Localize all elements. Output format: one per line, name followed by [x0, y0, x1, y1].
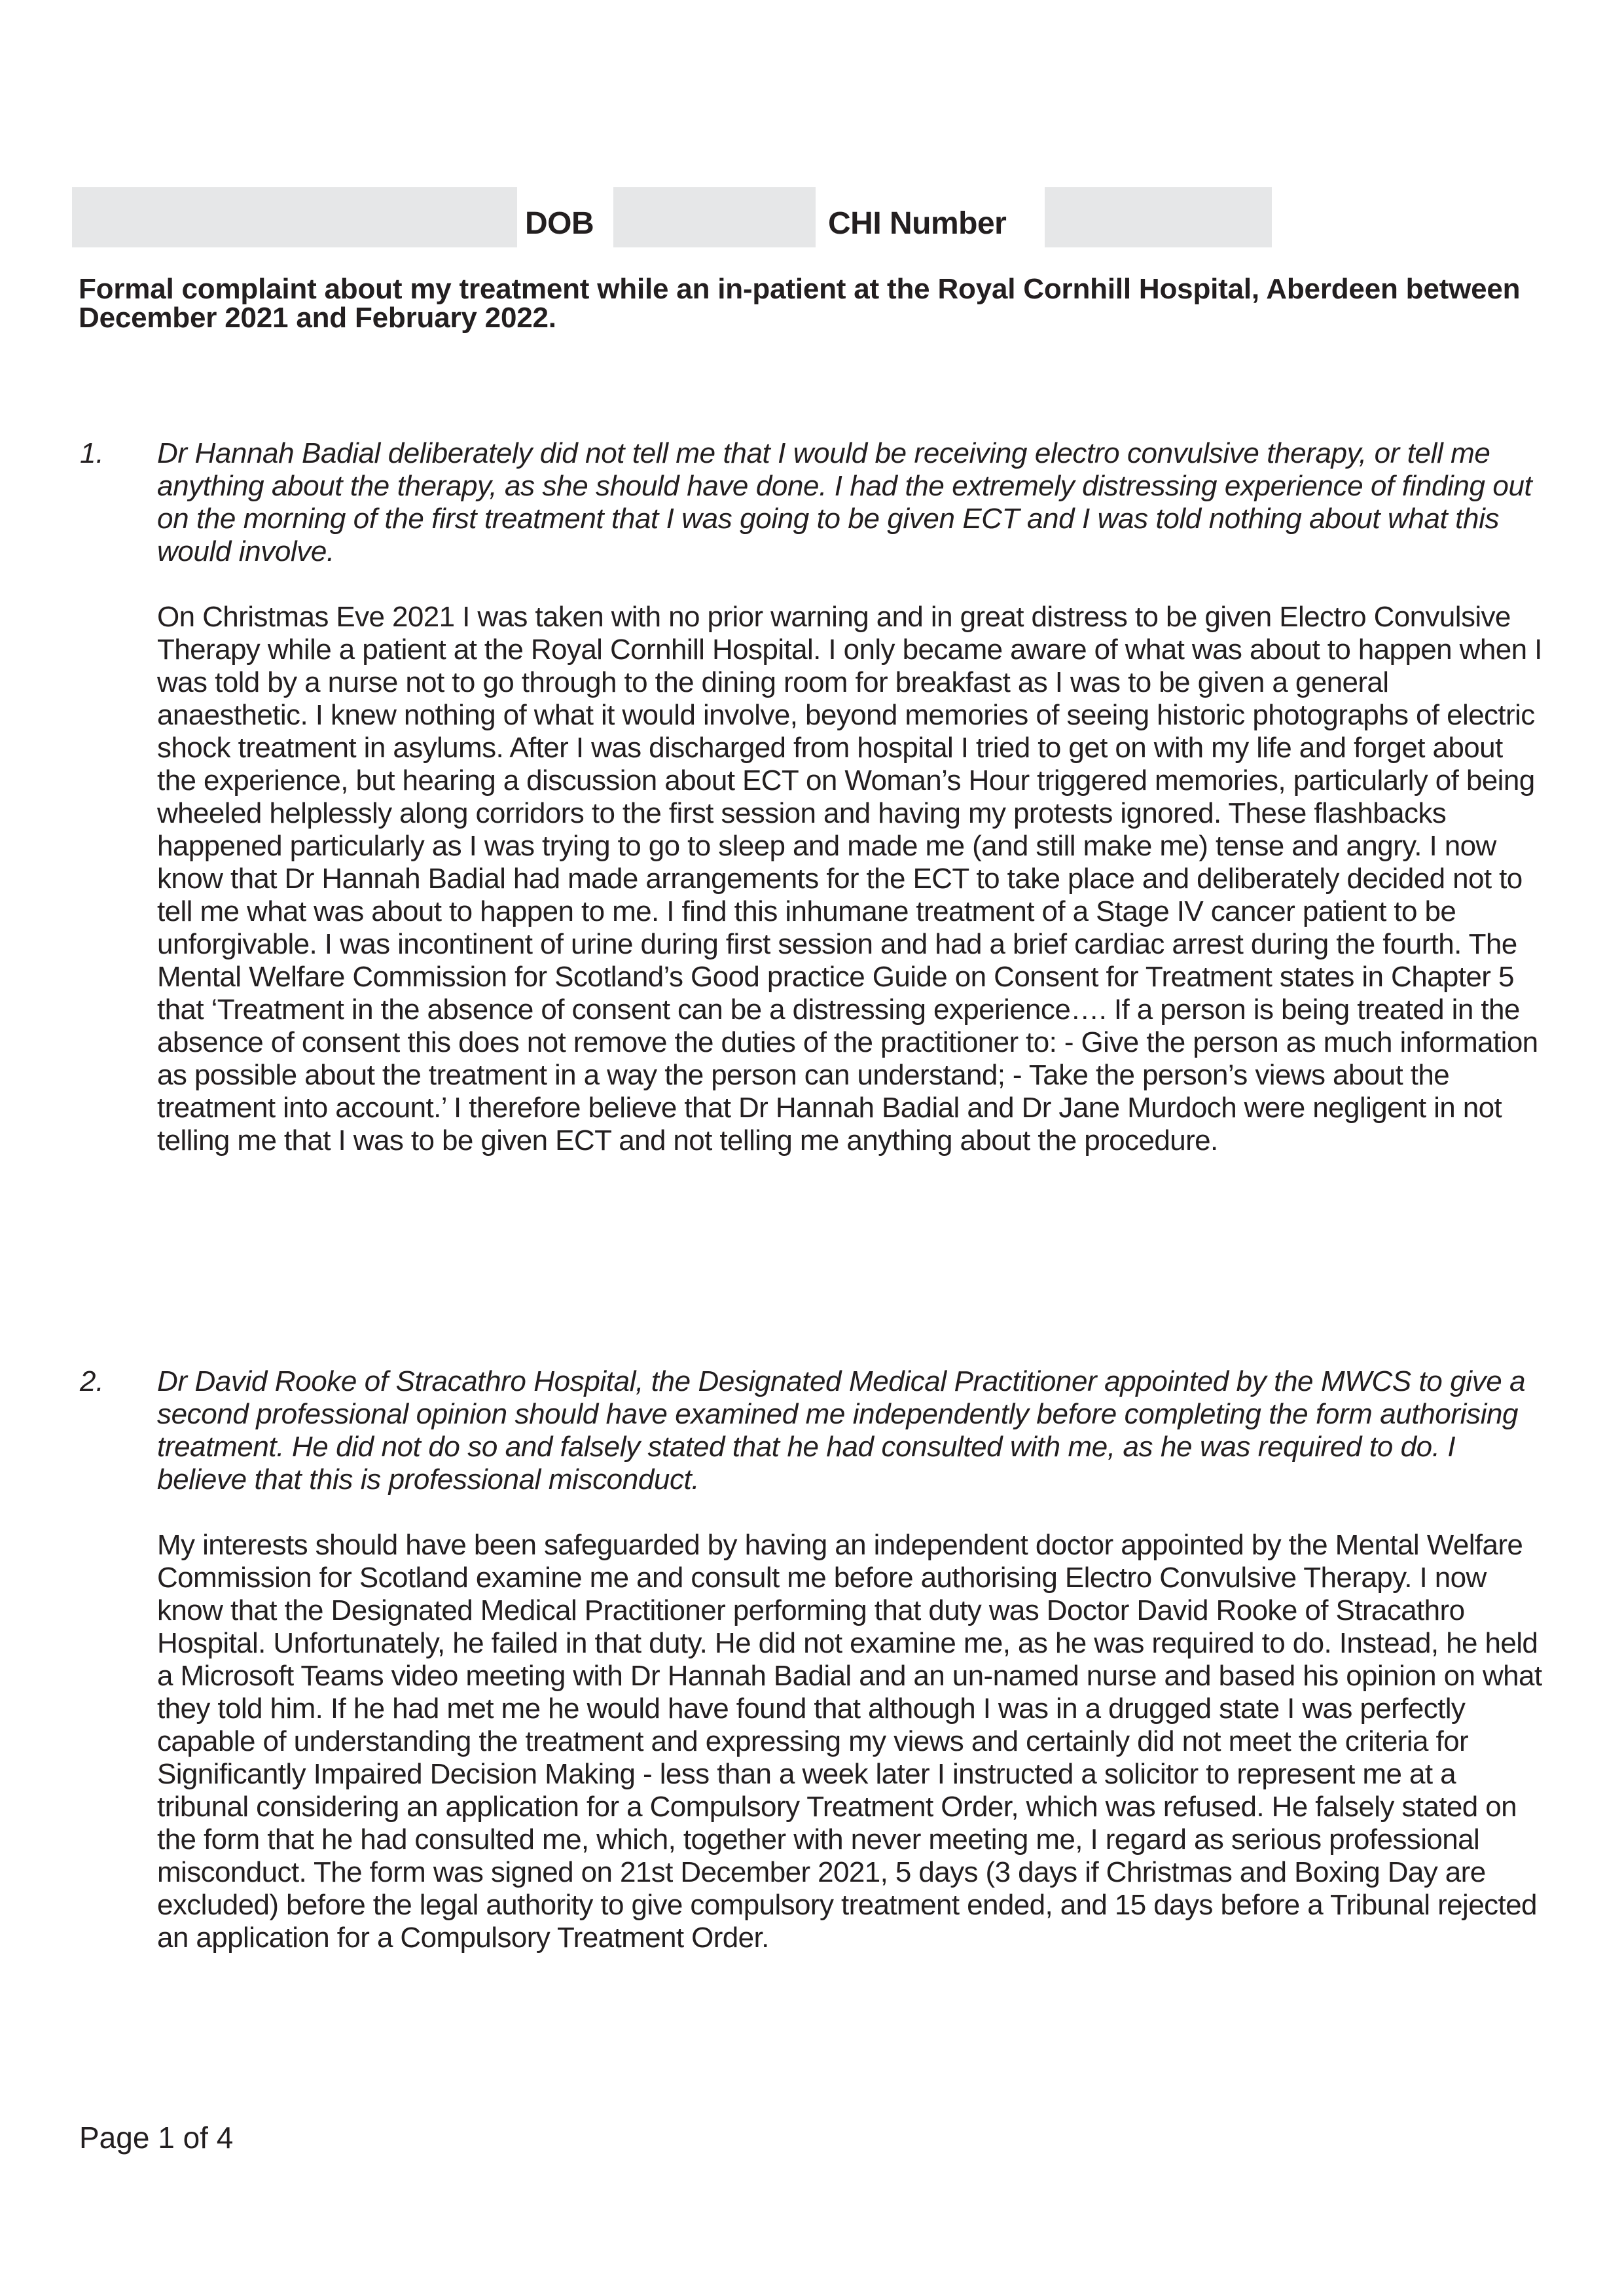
patient-details-header	[72, 187, 1276, 247]
complaint-item-2	[79, 1365, 1545, 1954]
page-number: Page 1 of 4	[79, 2121, 234, 2155]
chi-number-label: CHI Number	[828, 206, 1007, 241]
dob-label: DOB	[525, 206, 594, 241]
document-title: Formal complaint about my treatment while an in-patient at the Royal Cornhill Hospital, Aberdeen between December 2021 and February 2022.	[79, 273, 1521, 334]
name-field[interactable]	[72, 187, 517, 247]
chi-number-field[interactable]	[1045, 187, 1272, 247]
complaint-item-1	[79, 437, 1545, 1157]
item-heading: Dr Hannah Badial deliberately did not tell me that I would be receiving electro convulsive therapy, or tell me anything about the therapy, as she should have done. I had the extremely distressing experience of finding out on the morning of the first treatment that I was going to be given ECT and I was told nothing about what this would involve.	[157, 437, 1532, 567]
item-body: On Christmas Eve 2021 I was taken with no prior warning and in great distress to be given Electro Convulsive Therapy while a patient at the Royal Cornhill Hospital. I only became aware of what was about to happen when I was told by a nurse not to go through to the dining room for breakfast as I was to be given a general anaesthetic. I knew nothing of what it would involve, beyond memories of seeing historic photographs of electric shock treatment in asylums. After I was discharged from hospital I tried to get on with my life and forget about the experience, but hearing a discussion about ECT on Woman’s Hour triggered memories, particularly of being wheeled helplessly along corridors to the first session and having my protests ignored. These flashbacks happened particularly as I was trying to go to sleep and made me (and still make me) tense and angry. I now know that Dr Hannah Badial had made arrangements for the ECT to take place and deliberately decided not to tell me what was about to happen to me. I find this inhumane treatment of a Stage IV cancer patient to be unforgivable. I was incontinent of urine during first session and had a brief cardiac arrest during the fourth. The Mental Welfare Commission for Scotland’s Good practice Guide on Consent for Treatment states in Chapter 5 that ‘Treatment in the absence of consent can be a distressing experience…. If a person is being treated in the absence of consent this does not remove the duties of the practitioner to: - Give the person as much information as possible about the treatment in a way the person can understand; - Take the person’s views about the treatment into account.’ I therefore believe that Dr Hannah Badial and Dr Jane Murdoch were negligent in not telling me that I was to be given ECT and not telling me anything about the procedure.	[157, 601, 1542, 1157]
item-number: 2.	[80, 1365, 104, 1397]
item-body: My interests should have been safeguarded by having an independent doctor appointed by the Mental Welfare Commission for Scotland examine me and consult me before authorising Electro Convulsive Therapy. I now know that the Designated Medical Practitioner performing that duty was Doctor David Rooke of Stracathro Hospital. Unfortunately, he failed in that duty. He did not examine me, as he was required to do. Instead, he held a Microsoft Teams video meeting with Dr Hannah Badial and an un-named nurse and based his opinion on what they told him. If he had met me he would have found that although I was in a drugged state I was perfectly capable of understanding the treatment and expressing my views and certainly did not meet the criteria for Significantly Impaired Decision Making - less than a week later I instructed a solicitor to represent me at a tribunal considering an application for a Compulsory Treatment Order, which was refused. He falsely stated on the form that he had consulted me, which, together with never meeting me, I regard as serious professional misconduct. The form was signed on 21st December 2021, 5 days (3 days if Christmas and Boxing Day are excluded) before the legal authority to give compulsory treatment ended, and 15 days before a Tribunal rejected an application for a Compulsory Treatment Order.	[157, 1529, 1542, 1954]
item-heading: Dr David Rooke of Stracathro Hospital, the Designated Medical Practitioner appointed by the MWCS to give a second professional opinion should have examined me independently before completing the form authorising treatment. He did not do so and falsely stated that he had consulted with me, as he was required to do. I believe that this is professional misconduct.	[157, 1365, 1526, 1496]
dob-field[interactable]	[613, 187, 816, 247]
item-number: 1.	[80, 437, 104, 469]
